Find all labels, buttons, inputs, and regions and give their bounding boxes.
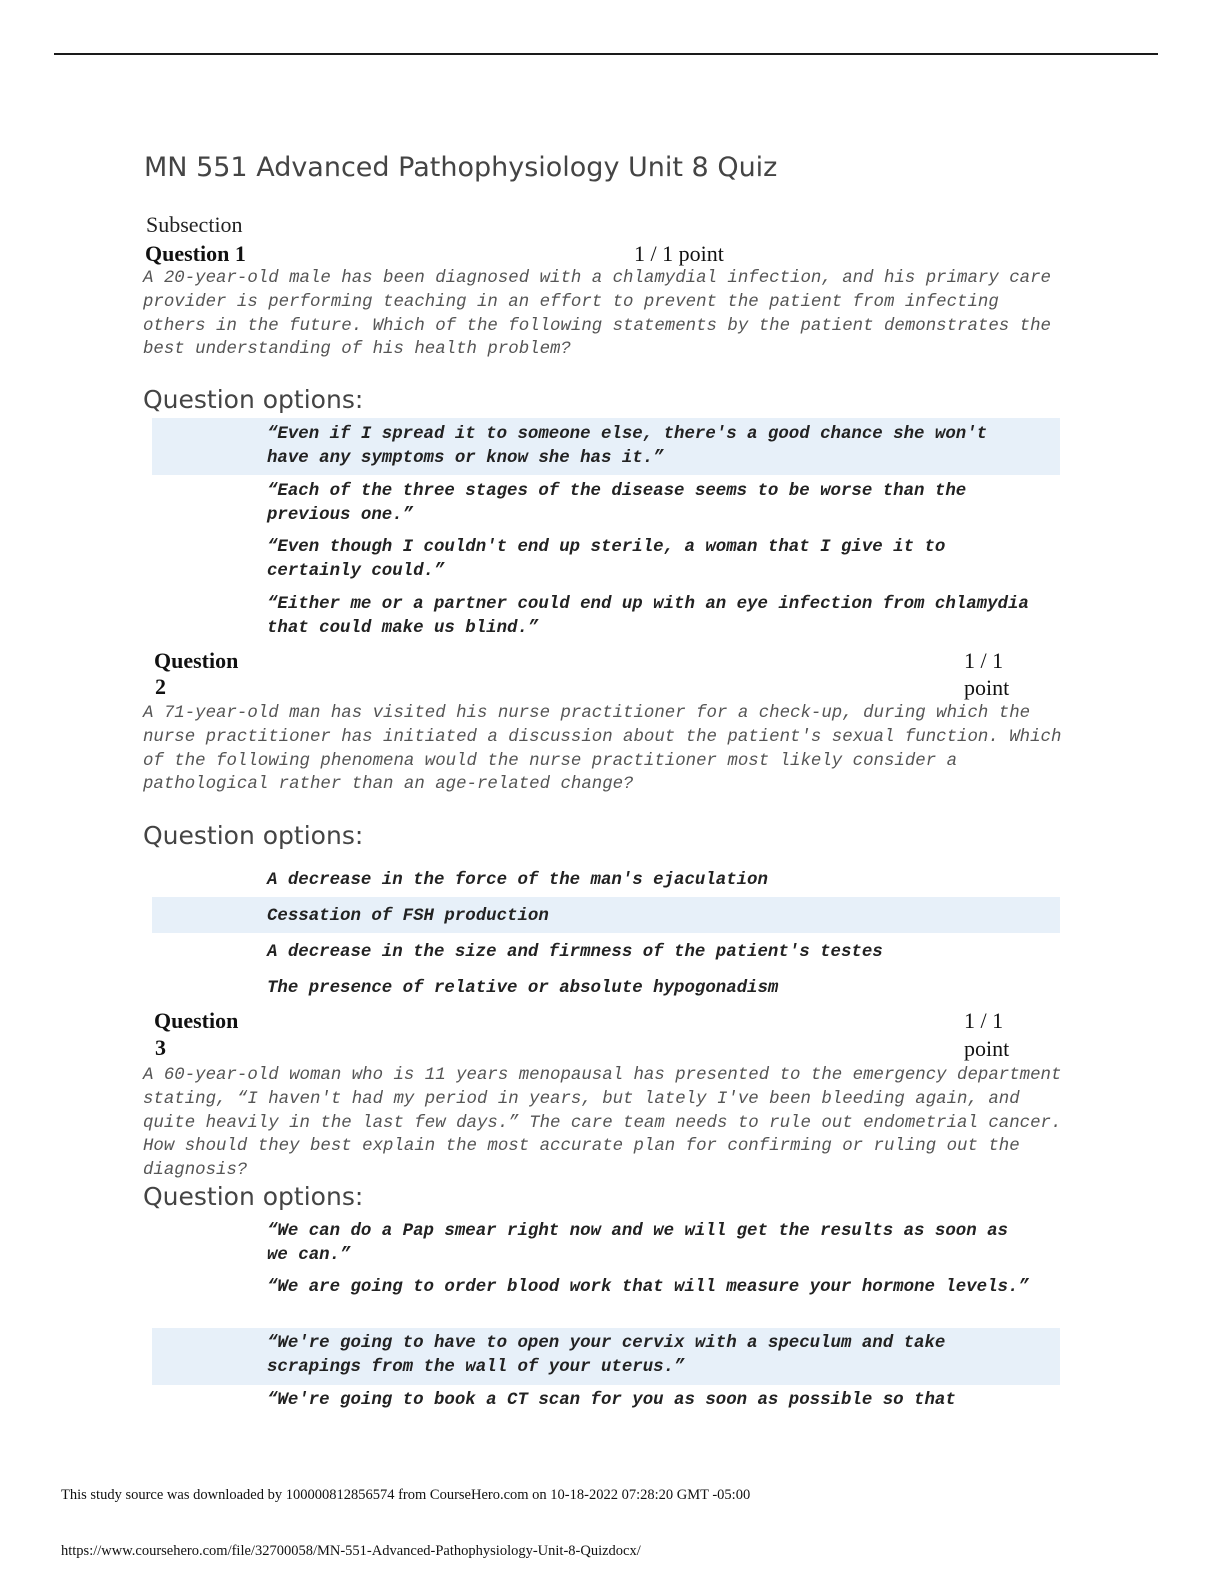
- question-2-stem: A 71-year-old man has visited his nurse practitioner for a check-up, during which the nurse practitioner has initiated a discussion about the patient's sexual function. Which of the following phenomena would the nurse practitioner most likely consider a pathological rather than an age-related change?: [143, 704, 1062, 795]
- question-2-option-3[interactable]: [152, 941, 1060, 971]
- option-text: Cessation of FSH production: [267, 907, 549, 926]
- question-1-options-heading: Question options:: [143, 385, 364, 414]
- question-1-option-1[interactable]: [152, 418, 1060, 475]
- question-3-option-1[interactable]: [152, 1220, 1060, 1272]
- question-3-stem: A 60-year-old woman who is 11 years menopausal has presented to the emergency department stating, “I haven't had my period in years, but lately I've been bleeding again, and quite heavily in the last few days.” The care team needs to rule out endometrial cancer. How should they best explain the most accurate plan for confirming or ruling out the diagnosis?: [143, 1066, 1062, 1181]
- option-text: A decrease in the force of the man's ejaculation: [267, 871, 768, 890]
- question-2-option-2[interactable]: [152, 897, 1060, 933]
- option-text: A decrease in the size and firmness of the patient's testes: [267, 943, 883, 962]
- question-3-option-3[interactable]: [152, 1328, 1060, 1385]
- question-1-points: 1 / 1 point: [634, 241, 724, 266]
- question-3-points-top: 1 / 1: [964, 1008, 1004, 1033]
- footer-url[interactable]: https://www.coursehero.com/file/32700058/MN-551-Advanced-Pathophysiology-Unit-8-Quizdocx/: [61, 1543, 641, 1559]
- question-1-option-2[interactable]: [152, 480, 1060, 532]
- question-3-options-heading: Question options:: [143, 1182, 364, 1211]
- option-text: “We're going to book a CT scan for you as soon as possible so that: [267, 1391, 956, 1410]
- question-1-option-3[interactable]: [152, 536, 1060, 588]
- option-text: “We can do a Pap smear right now and we will get the results as soon as we can.”: [267, 1222, 1008, 1265]
- question-1-stem: A 20-year-old male has been diagnosed with a chlamydial infection, and his primary care provider is performing teaching in an effort to prevent the patient from infecting others in the future. Which of the following statements by the patient demonstrates the best understanding of his health problem?: [143, 269, 1051, 360]
- question-2-label-word: Question: [154, 648, 239, 673]
- question-2-options-heading: Question options:: [143, 821, 364, 850]
- question-3-option-2[interactable]: [152, 1276, 1060, 1328]
- question-2-label-number: 2: [155, 674, 166, 699]
- top-rule: [54, 53, 1158, 55]
- option-text: “Each of the three stages of the disease seems to be worse than the previous one.”: [267, 482, 967, 525]
- option-text: “Even though I couldn't end up sterile, a woman that I give it to certainly could.”: [267, 538, 946, 581]
- page-title: MN 551 Advanced Pathophysiology Unit 8 Quiz: [144, 152, 778, 183]
- subsection-label: Subsection: [146, 212, 243, 237]
- question-3-label-word: Question: [154, 1008, 239, 1033]
- option-text: “We're going to have to open your cervix with a speculum and take scrapings from the wall of your uterus.”: [267, 1334, 946, 1377]
- option-text: “We are going to order blood work that will measure your hormone levels.”: [267, 1278, 1029, 1297]
- question-3-points-bottom: point: [964, 1036, 1010, 1061]
- question-1-option-4[interactable]: [152, 593, 1060, 645]
- question-3-option-4[interactable]: [152, 1389, 1060, 1417]
- footer-source-note: This study source was downloaded by 100000812856574 from CourseHero.com on 10-18-2022 07:28:20 GMT -05:00: [61, 1487, 751, 1503]
- question-2-option-4[interactable]: [152, 977, 1060, 1007]
- question-1-label: Question 1: [145, 241, 246, 266]
- question-3-label-number: 3: [155, 1035, 166, 1060]
- option-text: “Either me or a partner could end up with an eye infection from chlamydia that could make us blind.”: [267, 595, 1029, 638]
- question-2-points-top: 1 / 1: [964, 648, 1004, 673]
- option-text: The presence of relative or absolute hypogonadism: [267, 979, 779, 998]
- question-2-option-1[interactable]: [152, 869, 1060, 899]
- option-text: “Even if I spread it to someone else, there's a good chance she won't have any symptoms or know she has it.”: [267, 425, 988, 468]
- question-2-points-bottom: point: [964, 675, 1010, 700]
